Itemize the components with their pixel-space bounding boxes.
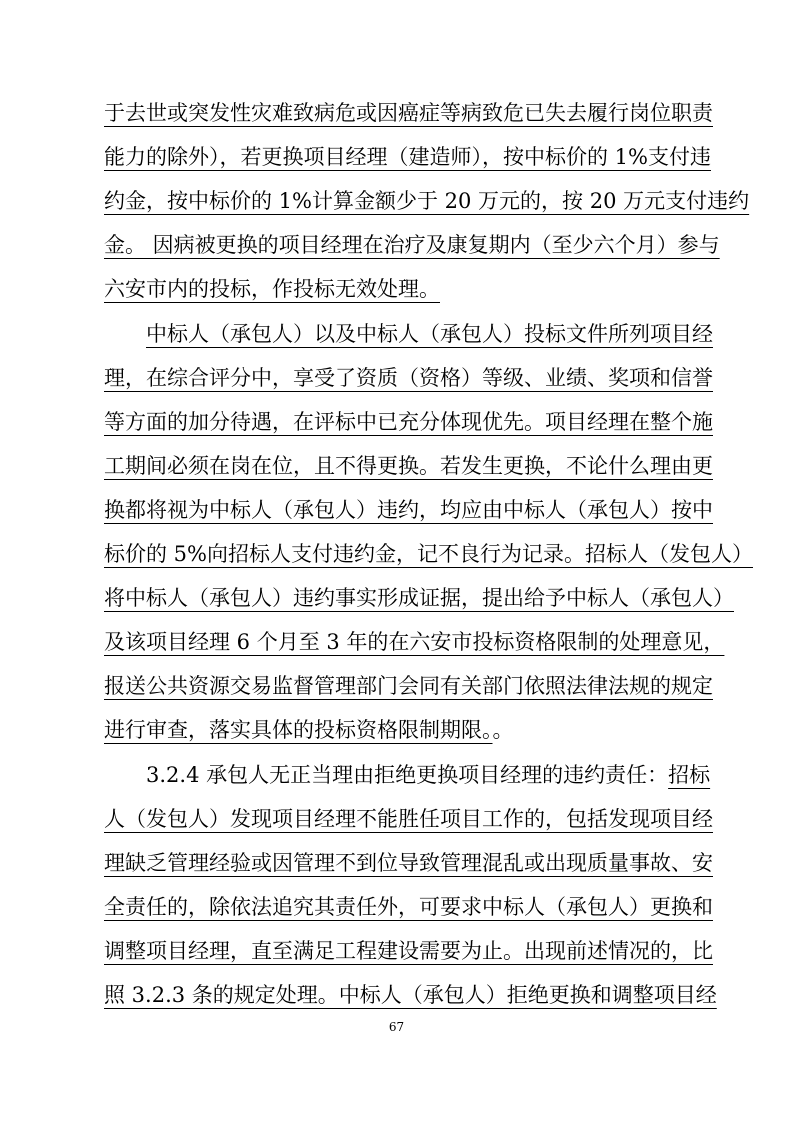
text-span: 换都将视为中标人（承包人）违约，均应由中标人（承包人）按中 bbox=[104, 498, 713, 522]
text-span: 于去世或突发性灾难致病危或因癌症等病致危已失去履行岗位职责 bbox=[104, 101, 713, 125]
section-heading-text: 3.2.4 承包人无正当理由拒绝更换项目经理的违约责任： bbox=[146, 763, 669, 787]
text-line bbox=[104, 622, 725, 662]
text-line bbox=[104, 931, 713, 971]
text-line bbox=[104, 446, 713, 486]
text-span: 约金，按中标价的 1%计算金额少于 20 万元的，按 20 万元支付违约 bbox=[104, 189, 750, 213]
text-span: 招标 bbox=[668, 763, 711, 787]
text-span: 报送公共资源交易监督管理部门会同有关部门依照法律法规的规定 bbox=[104, 674, 713, 698]
text-span: 人（发包人）发现项目经理不能胜任项目工作的，包括发现项目经 bbox=[104, 807, 713, 831]
text-line bbox=[104, 358, 713, 398]
paragraph-first-line bbox=[146, 755, 711, 795]
text-span: 将中标人（承包人）违约事实形成证据，提出给予中标人（承包人） bbox=[104, 586, 734, 610]
page-number: 67 bbox=[388, 1020, 405, 1034]
text-line bbox=[104, 181, 750, 221]
text-span: 及该项目经理 6 个月至 3 年的在六安市投标资格限制的处理意见， bbox=[104, 630, 725, 654]
text-span: 调整项目经理，直至满足工程建设需要为止。出现前述情况的，比 bbox=[104, 939, 713, 963]
text-line bbox=[104, 799, 713, 839]
text-span: 标价的 5%向招标人支付违约金，记不良行为记录。招标人（发包人） bbox=[104, 542, 753, 566]
text-line bbox=[104, 710, 689, 750]
text-line bbox=[104, 887, 713, 927]
text-line bbox=[104, 666, 713, 706]
text-span: 六安市内的投标，作投标无效处理。 bbox=[104, 277, 440, 301]
text-span: 工期间必须在岗在位，且不得更换。若发生更换，不论什么理由更 bbox=[104, 454, 713, 478]
text-line bbox=[104, 402, 713, 442]
text-line bbox=[104, 137, 711, 177]
text-line bbox=[104, 843, 713, 883]
text-line bbox=[104, 93, 713, 133]
text-span: 理，在综合评分中，享受了资质（资格）等级、业绩、奖项和信誉 bbox=[104, 366, 713, 390]
text-span: 进行审查，落实具体的投标资格限制期限。 bbox=[104, 718, 493, 742]
text-span: 金。 因病被更换的项目经理在治疗及康复期内（至少六个月）参与 bbox=[104, 233, 720, 257]
text-line bbox=[104, 490, 713, 530]
text-span: 照 3.2.3 条的规定处理。中标人（承包人）拒绝更换和调整项目经 bbox=[104, 983, 717, 1007]
text-span: 等方面的加分待遇，在评标中已充分体现优先。项目经理在整个施 bbox=[104, 410, 713, 434]
text-line bbox=[104, 269, 689, 309]
text-line bbox=[104, 534, 753, 574]
text-span: 能力的除外），若更换项目经理（建造师），按中标价的 1%支付违 bbox=[104, 145, 711, 169]
text-line bbox=[104, 975, 717, 1015]
text-span: 全责任的，除依法追究其责任外，可要求中标人（承包人）更换和 bbox=[104, 895, 713, 919]
text-line bbox=[104, 578, 734, 618]
paragraph-first-line bbox=[146, 314, 713, 354]
text-span-tail: 。 bbox=[492, 718, 514, 742]
text-line bbox=[104, 225, 720, 265]
text-span: 中标人（承包人）以及中标人（承包人）投标文件所列项目经 bbox=[146, 322, 713, 346]
text-span: 理缺乏管理经验或因管理不到位导致管理混乱或出现质量事故、安 bbox=[104, 851, 713, 875]
